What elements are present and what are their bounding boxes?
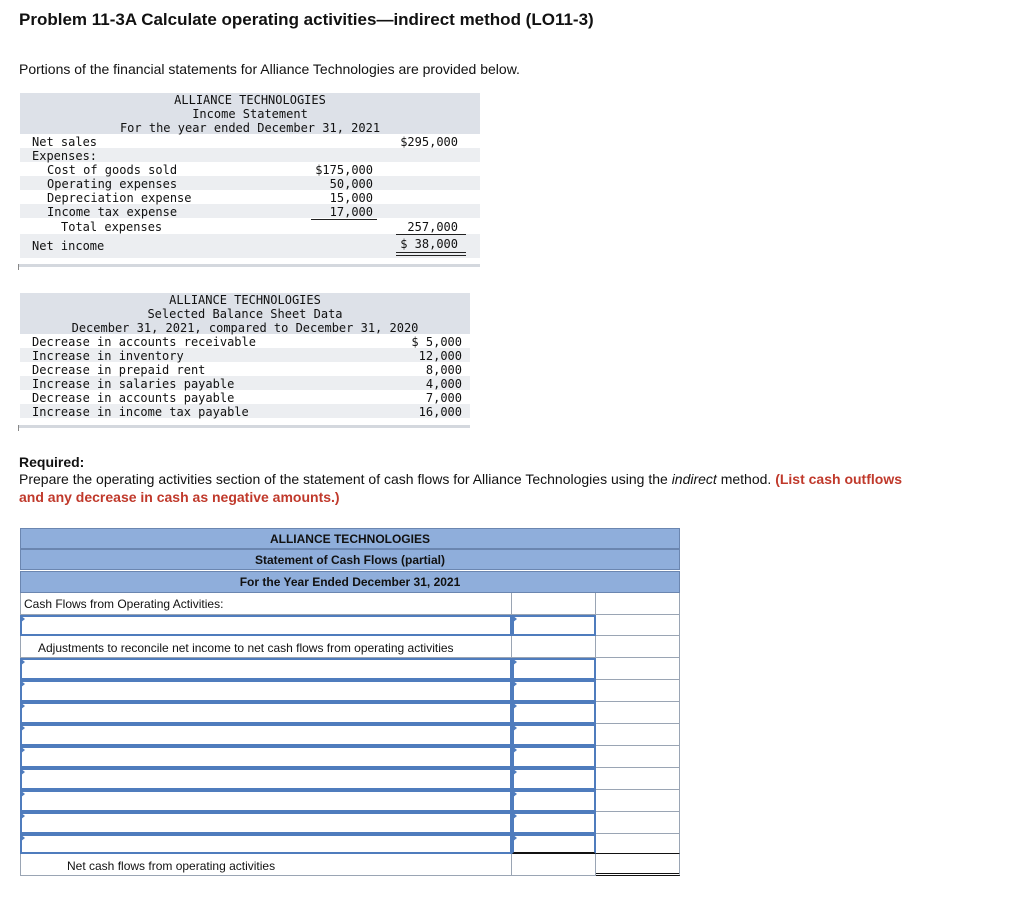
expense-value: $175,000 — [315, 163, 373, 177]
income-period: For the year ended December 31, 2021 — [119, 121, 381, 135]
cf-amount-input[interactable] — [512, 768, 596, 790]
cf-adjustments-label: Adjustments to reconcile net income to net cash flows from operating activities — [38, 641, 454, 655]
cf-period: For the Year Ended December 31, 2021 — [20, 571, 680, 593]
cf-cell — [596, 834, 680, 854]
cf-label-input[interactable] — [20, 746, 512, 768]
cf-total-label: Net cash flows from operating activities — [67, 859, 276, 873]
expense-label: Operating expenses — [47, 177, 178, 191]
expense-label: Cost of goods sold — [47, 163, 178, 177]
income-company: ALLIANCE TECHNOLOGIES — [174, 93, 326, 107]
section-divider — [18, 264, 480, 267]
cf-cell — [596, 615, 680, 636]
double-rule-top — [396, 252, 466, 253]
cf-amount-input[interactable] — [512, 812, 596, 834]
section-divider — [18, 425, 470, 428]
cash-flow-table — [20, 528, 680, 876]
total-expenses-value: 257,000 — [407, 220, 458, 234]
cf-cell — [596, 812, 680, 834]
net-income-value: $ 38,000 — [400, 237, 458, 251]
cf-section-row — [20, 593, 512, 615]
cf-cell — [596, 702, 680, 724]
cf-section-label: Cash Flows from Operating Activities: — [24, 597, 224, 611]
cf-label-input[interactable] — [20, 812, 512, 834]
balance-item-value: 7,000 — [425, 391, 462, 405]
cf-cell — [596, 593, 680, 615]
cf-company: ALLIANCE TECHNOLOGIES — [20, 528, 680, 549]
cf-cell — [596, 724, 680, 746]
cf-cell — [596, 746, 680, 768]
cf-name: Statement of Cash Flows (partial) — [20, 549, 680, 570]
expense-value: 50,000 — [329, 177, 373, 191]
expense-label: Income tax expense — [47, 205, 178, 219]
expense-value: 17,000 — [329, 205, 373, 219]
cf-amount-input[interactable] — [512, 834, 596, 854]
income-name: Income Statement — [192, 107, 308, 121]
net-sales-value: $295,000 — [400, 135, 458, 149]
cf-amount-input[interactable] — [512, 790, 596, 812]
cf-cell — [512, 854, 596, 876]
cf-label-input[interactable] — [20, 724, 512, 746]
cf-label-input[interactable] — [20, 658, 512, 680]
cf-amount-input[interactable] — [512, 746, 596, 768]
page-title: Problem 11-3A Calculate operating activities—indirect method (LO11-3) — [19, 10, 594, 29]
cf-total-amount[interactable] — [596, 854, 680, 876]
net-income-label: Net income — [32, 239, 105, 253]
balance-item-value: 8,000 — [425, 363, 462, 377]
cf-label-input[interactable] — [20, 790, 512, 812]
cf-amount-input[interactable] — [512, 702, 596, 724]
balance-period: December 31, 2021, compared to December 31, 2020 — [71, 321, 419, 335]
cf-cell — [596, 636, 680, 658]
required-text-start: Prepare the operating activities section of the statement of cash flows for Alliance Technologies using the — [19, 471, 672, 487]
required-text — [19, 470, 919, 506]
balance-item-value: 4,000 — [425, 377, 462, 391]
required-text-italic: indirect — [671, 471, 717, 487]
balance-item-label: Decrease in prepaid rent — [32, 363, 206, 377]
intro-text: Portions of the financial statements for Alliance Technologies are provided below. — [19, 61, 520, 77]
cf-cell — [596, 790, 680, 812]
balance-item-label: Decrease in accounts payable — [32, 391, 235, 405]
cf-label-input[interactable] — [20, 768, 512, 790]
cf-label-input[interactable] — [20, 702, 512, 724]
expense-value: 15,000 — [329, 191, 373, 205]
cf-amount-input[interactable] — [512, 658, 596, 680]
required-heading: Required: — [19, 454, 85, 470]
balance-item-label: Increase in income tax payable — [32, 405, 249, 419]
balance-item-value: 16,000 — [418, 405, 462, 419]
balance-item-value: $ 5,000 — [411, 335, 462, 349]
balance-name: Selected Balance Sheet Data — [147, 307, 343, 321]
cf-total-row — [20, 854, 512, 876]
cf-label-input[interactable] — [20, 680, 512, 702]
cf-amount-input[interactable] — [512, 615, 596, 636]
net-sales-label: Net sales — [32, 135, 98, 149]
cf-cell — [596, 680, 680, 702]
total-expenses-label: Total expenses — [61, 220, 163, 234]
cf-cell — [512, 636, 596, 658]
balance-item-label: Decrease in accounts receivable — [32, 335, 256, 349]
cf-amount-input[interactable] — [512, 724, 596, 746]
cf-cell — [596, 658, 680, 680]
balance-item-label: Increase in salaries payable — [32, 377, 235, 391]
balance-company: ALLIANCE TECHNOLOGIES — [169, 293, 321, 307]
balance-item-label: Increase in inventory — [32, 349, 184, 363]
total-rule — [396, 234, 466, 235]
double-rule-bottom — [396, 255, 466, 256]
cf-cell — [512, 593, 596, 615]
required-instruction: (List cash outflows and any decrease in cash as negative amounts.) — [19, 471, 902, 505]
expenses-label: Expenses: — [32, 149, 98, 163]
cf-label-input[interactable] — [20, 834, 512, 854]
balance-item-value: 12,000 — [418, 349, 462, 363]
cf-amount-input[interactable] — [512, 680, 596, 702]
required-text-end: method. — [716, 471, 776, 487]
subtotal-rule — [311, 219, 377, 220]
cf-adjustments-row — [20, 636, 512, 658]
cf-label-input[interactable] — [20, 615, 512, 636]
cf-cell — [596, 768, 680, 790]
expense-label: Depreciation expense — [47, 191, 192, 205]
